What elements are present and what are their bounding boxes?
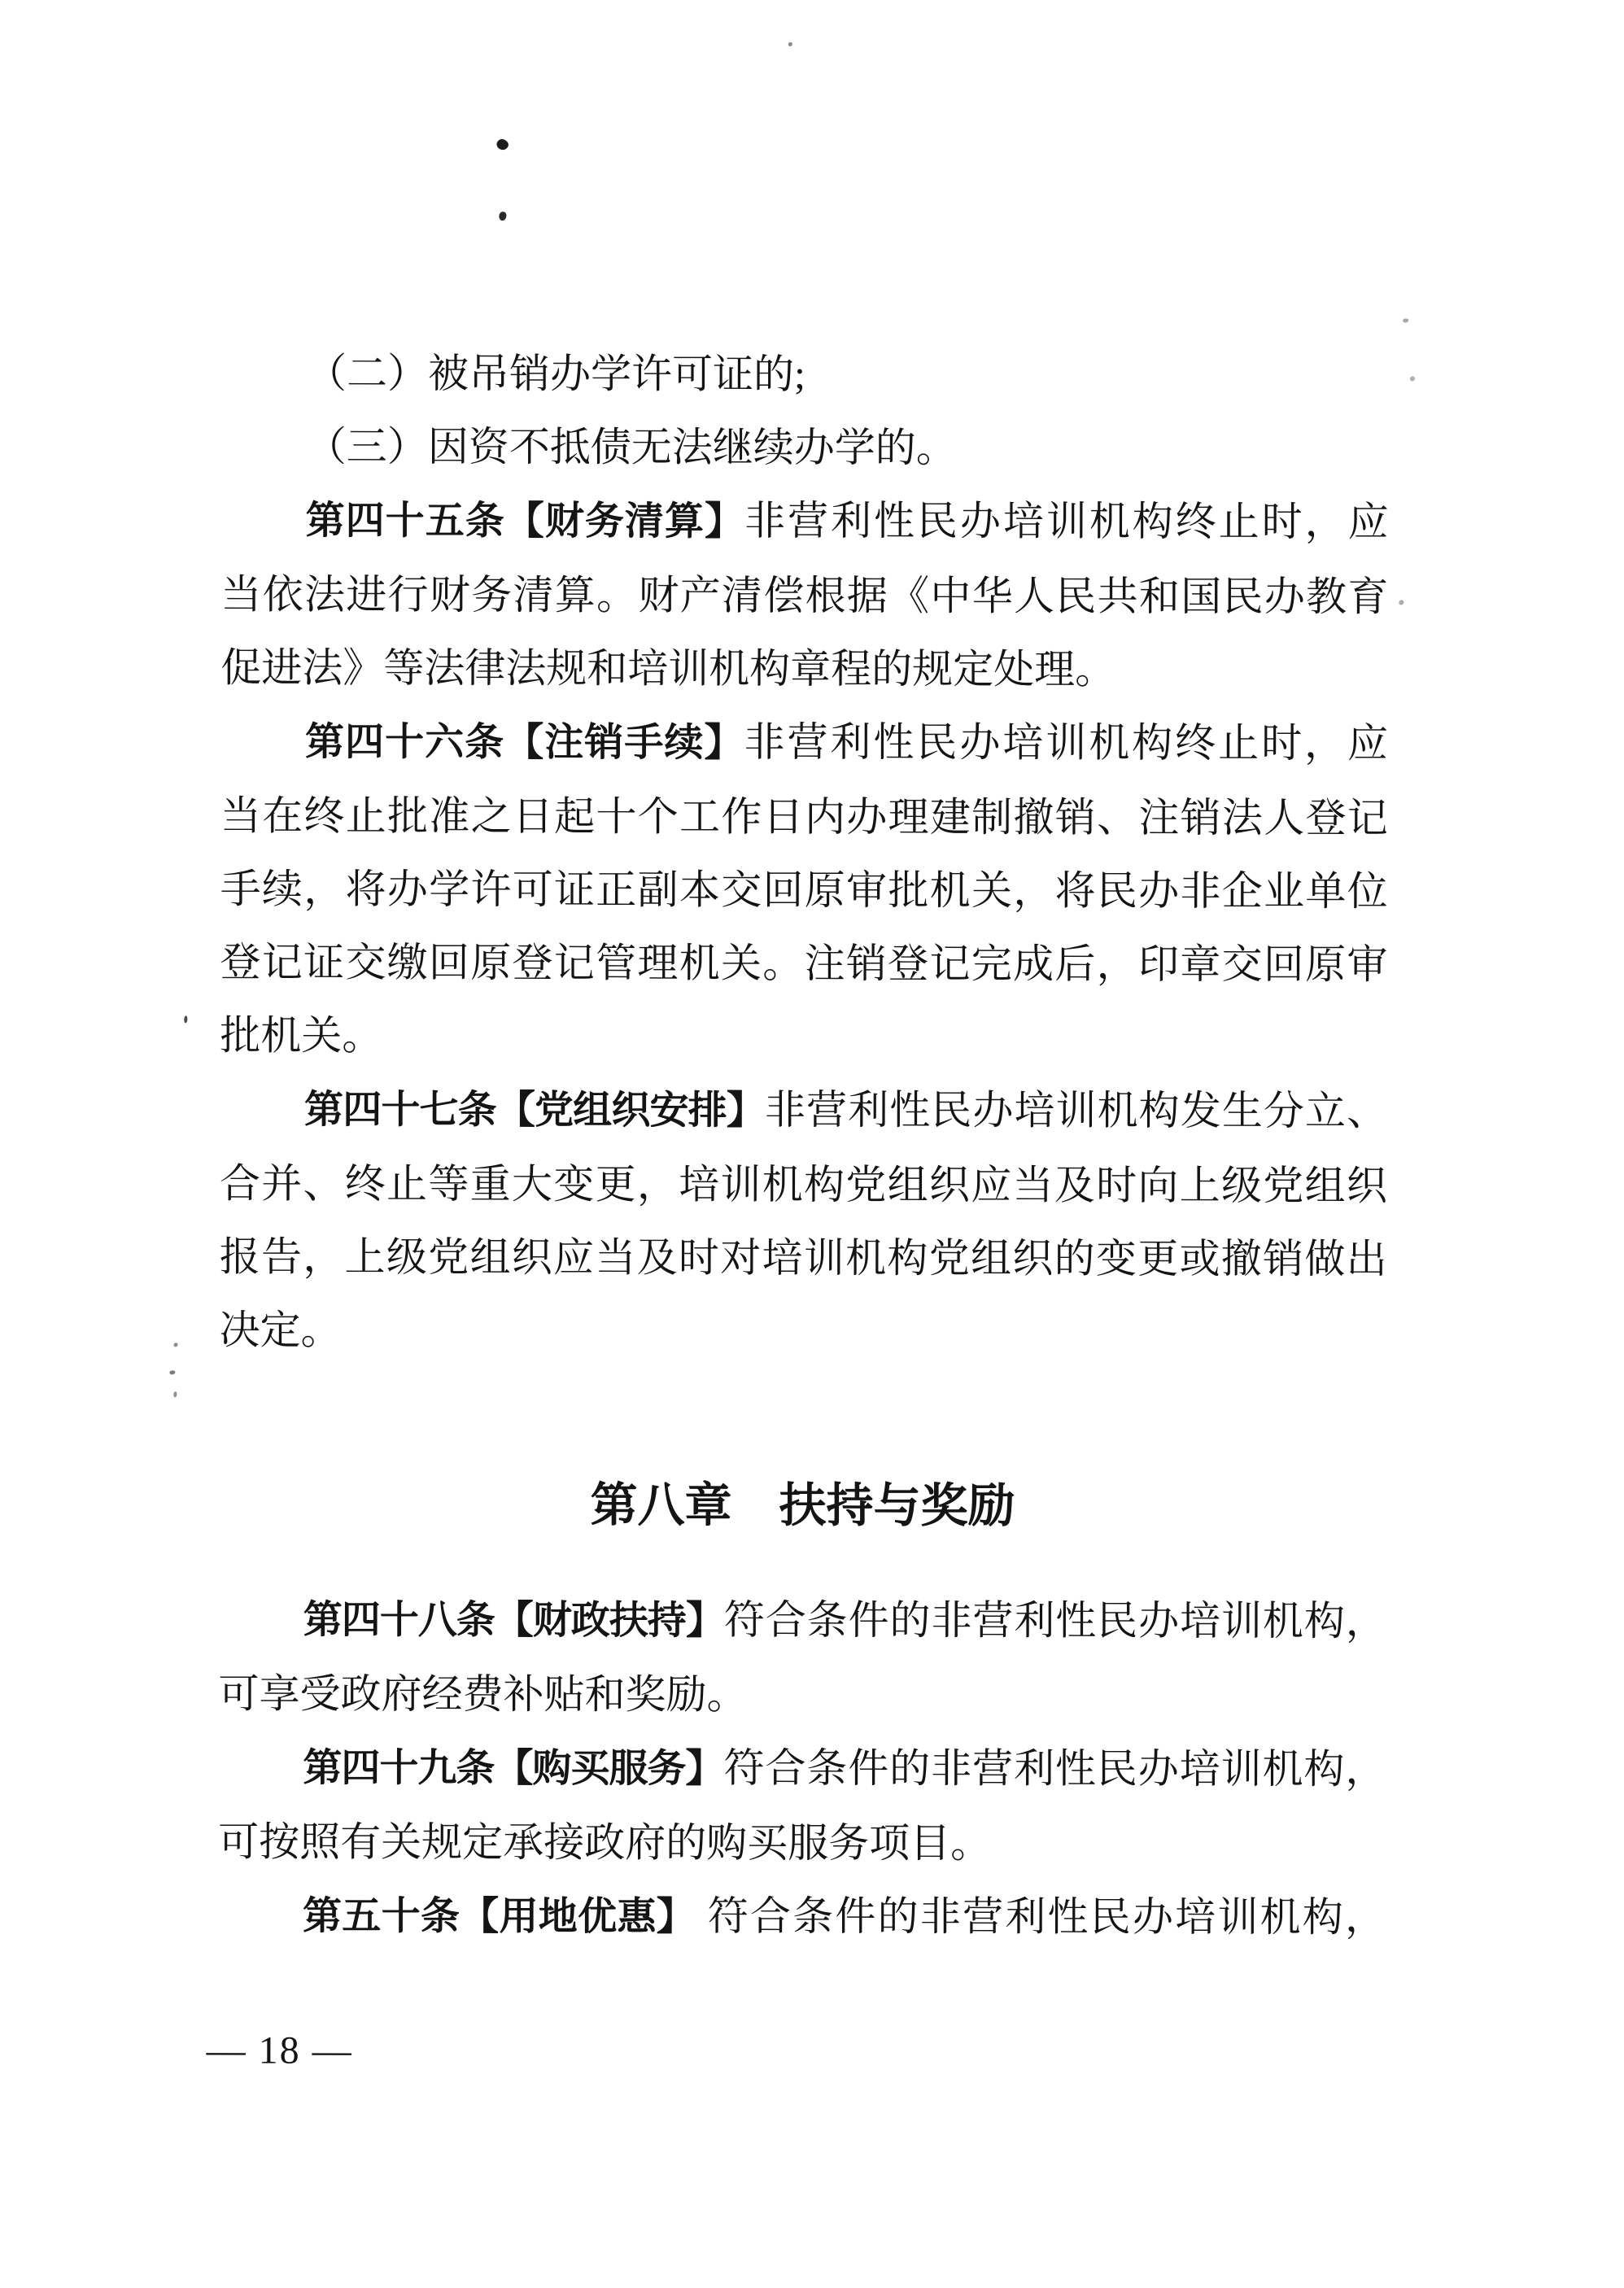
- scan-speck: [1399, 600, 1404, 605]
- article-number-title: 第五十条【用地优惠】: [302, 1894, 696, 1939]
- page-number: — 18 —: [206, 2028, 353, 2072]
- text-line: 可享受政府经费补贴和奖励。: [218, 1670, 748, 1718]
- text-line: 第四十五条【财务清算】非营利性民办培训机构终止时，应: [305, 497, 1389, 545]
- scan-speck: [184, 1015, 187, 1023]
- article-number-title: 第四十六条【注销手续】: [304, 720, 744, 765]
- text-line: （二）被吊销办学许可证的;: [305, 350, 805, 397]
- text-line: （三）因资不抵债无法继续办学的。: [305, 423, 957, 471]
- text-line: 第四十九条【购买服务】符合条件的非营利性民办培训机构，: [303, 1744, 1386, 1792]
- text-line: 第四十八条【财政扶持】符合条件的非营利性民办培训机构，: [303, 1596, 1386, 1644]
- text-line: 当依法进行财务清算。财产清偿根据《中华人民共和国民办教育: [220, 571, 1389, 620]
- scan-speck: [169, 1370, 175, 1374]
- text-line: 可按照有关规定承接政府的购买服务项目。: [218, 1819, 992, 1867]
- text-line: 报告，上级党组织应当及时对培训机构党组织的变更或撤销做出: [219, 1234, 1387, 1282]
- article-number-title: 第四十九条【购买服务】: [303, 1746, 724, 1791]
- text-line: 第四十六条【注销手续】非营利性民办培训机构终止时，应: [304, 718, 1389, 766]
- article-number-title: 第四十八条【财政扶持】: [303, 1598, 724, 1643]
- document-support-section: [218, 1582, 1386, 1955]
- text-line: 第五十条【用地优惠】 符合条件的非营利性民办培训机构，: [302, 1893, 1386, 1941]
- scan-speck: [173, 1343, 177, 1347]
- scan-speck: [1410, 377, 1415, 382]
- article-number-title: 第四十七条【党组织安排】: [304, 1088, 766, 1133]
- text-line: 当在终止批准之日起十个工作日内办理建制撤销、注销法人登记: [220, 793, 1388, 841]
- chapter-heading: 第八章 扶持与奖励: [590, 1478, 1015, 1533]
- document-content: [206, 0, 1390, 2089]
- text-line: 登记证交缴回原登记管理机关。注销登记完成后，印章交回原审: [220, 939, 1388, 988]
- text-line: 决定。: [219, 1307, 342, 1353]
- article-number-title: 第四十五条【财务清算】: [305, 499, 745, 544]
- scan-speck: [1403, 319, 1408, 323]
- text-line: 批机关。: [220, 1012, 383, 1059]
- text-line: 第四十七条【党组织安排】非营利性民办培训机构发生分立、: [304, 1086, 1388, 1134]
- scan-speck: [173, 1391, 177, 1397]
- text-line: 促进法》等法律法规和培训机构章程的规定处理。: [220, 644, 1116, 692]
- document-body: [219, 336, 1389, 1369]
- text-line: 合并、终止等重大变更，培训机构党组织应当及时向上级党组织: [219, 1160, 1387, 1209]
- text-line: 手续，将办学许可证正副本交回原审批机关，将民办非企业单位: [220, 866, 1388, 915]
